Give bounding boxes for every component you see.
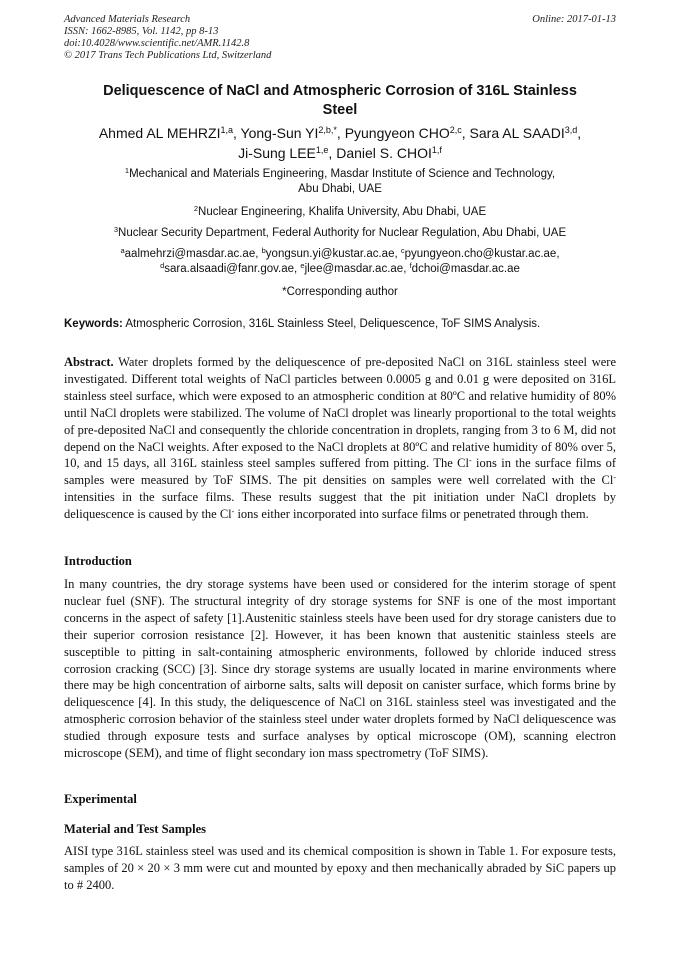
introduction-heading: Introduction xyxy=(64,554,132,568)
email-list: $^a$aalmehrzi@masdar.ac.ae, $^b$yongsun.yi@kustar.ac.ae, $^c$pyungyeon.cho@kustar.ac.ae, $^d$sara.alsaadi@fanr.gov.ae, $^e$jlee@masdar.ac.ae, $^f$dchoi@masdar.ac.ae xyxy=(120,246,560,275)
material-subheading: Material and Test Samples xyxy=(64,822,207,836)
journal-doi: doi:10.4028/www.scientific.net/AMR.1142.8 xyxy=(64,38,250,49)
affiliation-2: $^2$Nuclear Engineering, Khalifa University, Abu Dhabi, UAE xyxy=(193,204,487,218)
abstract: Abstract. Water droplets formed by the deliquescence of pre-deposited NaCl on 316L stainless steel were investigated. Different total weights of NaCl particles between 0.0005 g and 0.01 g were deposited on 316L stainless steel surface, which were exposed to an atmospheric condition at 80ºC and relative humidity of 80% until NaCl droplets were stabilized. The volume of NaCl droplet was linearly proportional to the total weights of pre-deposited NaCl and consequently the chloride concentration in droplets, ranging from 3 to 6 M, did not depend on the NaCl weights. After exposed to the NaCl droplets at 80ºC and relative humidity of 80% over 5, 10, and 15 days, all 316L stainless steel samples suffered from pitting. The Cl- ions in the surface films of samples were measured by ToF SIMS. The pit densities on samples were well correlated with the Cl- intensities in the surface films. These results suggest that the pit initiation under NaCl droplets by deliquescence is caused by the Cl- ions either incorporated into surface films or penetrated through them. xyxy=(64,355,616,522)
corresponding-author-note: *Corresponding author xyxy=(282,286,398,298)
paper-title-line-1: Deliquescence of NaCl and Atmospheric Corrosion of 316L Stainless xyxy=(103,83,577,99)
journal-header xyxy=(64,14,616,62)
email[interactable]: $^e$jlee@masdar.ac.ae xyxy=(300,260,404,275)
keywords xyxy=(64,317,616,331)
journal-copyright: © 2017 Trans Tech Publications Ltd, Switzerland xyxy=(64,50,272,61)
author: Daniel S. CHOI$^{1,f}$ xyxy=(336,145,442,161)
author-line-1: Ahmed AL MEHRZI$^{1,a}$, Yong-Sun $YI^{2,b,*}$, Pyungyeon CHO$^{2,c}$, Sara AL SAADI$^{3,d}$, xyxy=(98,125,582,141)
author: Yong-Sun $YI^{2,b,*}$ xyxy=(240,125,337,141)
email[interactable]: $^b$yongsun.yi@kustar.ac.ae xyxy=(261,246,395,260)
experimental-heading: Experimental xyxy=(64,792,137,806)
author-list xyxy=(54,123,626,163)
email[interactable]: $^c$pyungyeon.cho@kustar.ac.ae xyxy=(400,246,557,260)
paper-title xyxy=(64,82,616,120)
author-line-2: Ji-Sung LEE$^{1,e}$, Daniel S. CHOI$^{1,f}$ xyxy=(238,145,442,161)
paper-title-line-2: Steel xyxy=(322,102,358,118)
author: Pyungyeon CHO$^{2,c}$ xyxy=(344,125,462,141)
affiliation-3: $^3$Nuclear Security Department, Federal Authority for Nuclear Regulation, Abu Dhabi, UAE xyxy=(113,225,567,239)
experimental-text: AISI type 316L stainless steel was used and its chemical composition is shown in Table 1. For exposure tests, samples of 20 × 20 × 3 mm were cut and mounted by epoxy and then mechanically abraded by SiC papers up to # 2400. xyxy=(64,844,616,892)
email[interactable]: $^a$aalmehrzi@masdar.ac.ae xyxy=(120,246,256,260)
email[interactable]: $^f$dchoi@masdar.ac.ae xyxy=(409,260,520,275)
journal-name: Advanced Materials Research xyxy=(64,14,191,25)
author: Ahmed AL MEHRZI$^{1,a}$ xyxy=(98,125,233,141)
online-date: Online: 2017-01-13 xyxy=(532,14,616,25)
abstract-label: Abstract. xyxy=(64,355,114,369)
introduction-text: In many countries, the dry storage systems have been used or considered for the interim storage of spent nuclear fuel (SNF). The structural integrity of dry storage systems for SNF is one of the most important concerns in the aspect of safety [1].Austenitic stainless steels have been used for dry storage canisters due to their superior corrosion resistance [2]. However, it has been known that austenitic stainless steels are susceptible to pitting in salt-containing atmospheric environments, followed by chloride induced stress corrosion cracking (SCC) [3]. Since dry storage systems are usually located in marine environments where there may be high concentration of airborne salts, salts will deposit on canister surface, which forms brine by deliquescence [4]. In this study, the deliquescence of NaCl on 316L stainless steel was investigated and the atmospheric corrosion behavior of the stainless steel under water droplets formed by NaCl deliquescence was studied through exposure tests and surface analyses by optical microscope (OM), scanning electron microscope (SEM), and time of flight secondary ion mass spectrometry (ToF SIMS). xyxy=(64,577,616,761)
email[interactable]: $^d$sara.alsaadi@fanr.gov.ae xyxy=(160,260,294,275)
journal-issn: ISSN: 1662-8985, Vol. 1142, pp 8-13 xyxy=(64,26,219,37)
author: Ji-Sung LEE$^{1,e}$ xyxy=(238,145,329,161)
affiliation-1: $^1$Mechanical and Materials Engineering, Masdar Institute of Science and Technology, Abu Dhabi, UAE xyxy=(124,166,556,195)
keywords-text: Atmospheric Corrosion, 316L Stainless Steel, Deliquescence, ToF SIMS Analysis. xyxy=(122,318,541,330)
author: Sara AL SAADI$^{3,d}$ xyxy=(469,125,578,141)
keywords-label: Keywords: xyxy=(64,318,123,330)
